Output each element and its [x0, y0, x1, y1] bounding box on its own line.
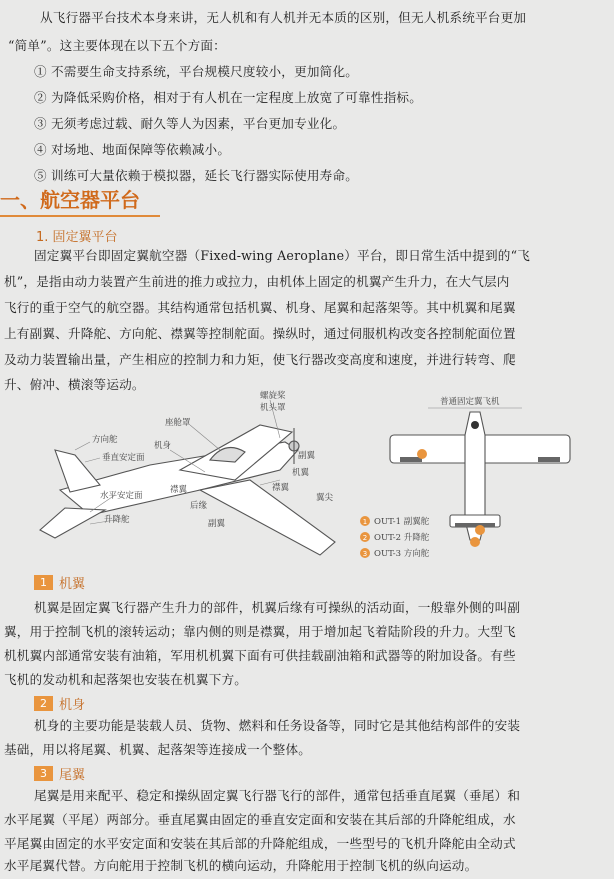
label-aileron-lower: 副翼	[208, 519, 226, 529]
intro-item-1: ① 不需要生命支持系统，平台规模尺度较小，更加简化。	[34, 64, 359, 79]
section-title: 一、航空器平台	[0, 187, 140, 212]
wing-line-3: 机机翼内部通常安装有油箱，军用机机翼下面有可供挂载副油箱和武器等的附加设备。有些	[4, 648, 516, 663]
para-line-6: 升、俯冲、横滚等运动。	[4, 377, 145, 392]
right-aileron-mark	[538, 457, 560, 462]
label-nose-cowl: 机头罩	[260, 403, 286, 413]
aircraft-side-illustration	[40, 425, 335, 555]
intro-item-5: ⑤ 训练可大量依赖于模拟器，延长飞行器实际使用寿命。	[34, 168, 359, 183]
label-fuselage: 机身	[154, 441, 172, 451]
label-horizontal-stabilizer: 水平安定面	[100, 491, 143, 501]
para-line-3: 飞行的重于空气的航空器。其结构通常包括机翼、机身、尾翼和起落架等。其中机翼和尾翼	[4, 300, 516, 315]
wing-heading	[34, 573, 85, 592]
tail-heading	[34, 764, 85, 783]
nose-gear	[471, 421, 479, 429]
subsection-title: 1. 固定翼平台	[36, 230, 118, 245]
legend-item-2: OUT-2 升降舵	[374, 533, 430, 543]
tail-line-3: 平尾翼由固定的水平安定面和安装在其后部的升降舵组成，一些型号的飞机升降舵由全动式	[4, 836, 516, 851]
legend-num-2: 2	[362, 534, 368, 542]
legend-item-3: OUT-3 方向舵	[374, 549, 430, 559]
fuselage-line-1: 机身的主要功能是装载人员、货物、燃料和任务设备等，同时它是其他结构部件的安装	[34, 718, 521, 733]
tail-tag-number: 3	[34, 766, 53, 781]
label-canopy: 座舱罩	[165, 418, 191, 428]
label-propeller: 螺旋桨	[260, 391, 286, 401]
para-line-5: 及动力装置输出量，产生相应的控制力和力矩，使飞行器改变高度和速度，并进行转弯、爬	[4, 352, 516, 367]
intro-item-4: ④ 对场地、地面保障等依赖减小。	[34, 142, 231, 157]
fuselage-tag-label: 机身	[59, 698, 86, 713]
wing-line-1: 机翼是固定翼飞行器产生升力的部件，机翼后缘有可操纵的活动面，一般靠外侧的叫副	[34, 600, 521, 615]
label-wing: 机翼	[292, 468, 310, 478]
label-rudder: 方向舵	[92, 435, 118, 445]
label-trailing-edge: 后缘	[190, 501, 208, 511]
aircraft-diagram	[30, 380, 590, 570]
intro-line-1: 从飞行器平台技术本身来讲，无人机和有人机并无本质的区别，但无人机系统平台更加	[40, 10, 527, 25]
label-aileron-upper: 副翼	[298, 451, 316, 461]
channel-legend	[360, 516, 430, 559]
intro-line-2: “简单”。这主要体现在以下五个方面：	[8, 38, 226, 53]
legend-num-3: 3	[362, 550, 368, 558]
topview-title: 普通固定翼飞机	[440, 397, 500, 407]
wing-line-2: 翼，用于控制飞机的滚转运动；靠内侧的则是襟翼，用于增加起飞着陆阶段的升力。大型飞	[4, 624, 516, 639]
legend-item-1: OUT-1 副翼舵	[374, 517, 430, 527]
tail-line-1: 尾翼是用来配平、稳定和操纵固定翼飞行器飞行的部件，通常包括垂直尾翼（垂尾）和	[34, 788, 521, 803]
tail-line-2: 水平尾翼（平尾）两部分。垂直尾翼由固定的垂直安定面和安装在其后部的升降舵组成，水	[4, 812, 516, 827]
label-wingtip: 翼尖	[316, 493, 334, 503]
intro-item-2: ② 为降低采购价格，相对于有人机在一定程度上放宽了可靠性指标。	[34, 90, 423, 105]
fuselage-heading	[34, 694, 85, 713]
para-line-4: 上有副翼、升降舵、方向舵、襟翼等控制舵面。操纵时，通过伺服机构改变各控制舵面位置	[4, 326, 516, 341]
para-line-2: 机”，是指由动力装置产生前进的推力或拉力，由机体上固定的机翼产生升力，在大气层内	[4, 274, 510, 289]
para-line-1: 固定翼平台即固定翼航空器（Fixed-wing Aeroplane）平台，即日常生活中提到的“飞	[34, 248, 531, 263]
label-flap-lower: 襟翼	[170, 485, 188, 495]
section-underline	[0, 215, 160, 217]
label-elevator: 升降舵	[104, 515, 130, 525]
legend-num-1: 1	[362, 518, 368, 526]
elevator-mark	[455, 523, 495, 527]
wing-tag-label: 机翼	[59, 577, 86, 592]
intro-item-3: ③ 无须考虑过载、耐久等人为因素，平台更加专业化。	[34, 116, 346, 131]
fuselage-tag-number: 2	[34, 696, 53, 711]
fuselage-line-2: 基础，用以将尾翼、机翼、起落架等连接成一个整体。	[4, 742, 312, 757]
wing-tag-number: 1	[34, 575, 53, 590]
label-vertical-stabilizer: 垂直安定面	[102, 453, 145, 463]
label-flap-upper: 襟翼	[272, 483, 290, 493]
tail-line-4: 水平尾翼代替。方向舵用于控制飞机的横向运动，升降舵用于控制飞机的纵向运动。	[4, 858, 478, 873]
tail-tag-label: 尾翼	[59, 768, 86, 783]
wing-line-4: 飞机的发动机和起落架也安装在机翼下方。	[4, 672, 248, 687]
